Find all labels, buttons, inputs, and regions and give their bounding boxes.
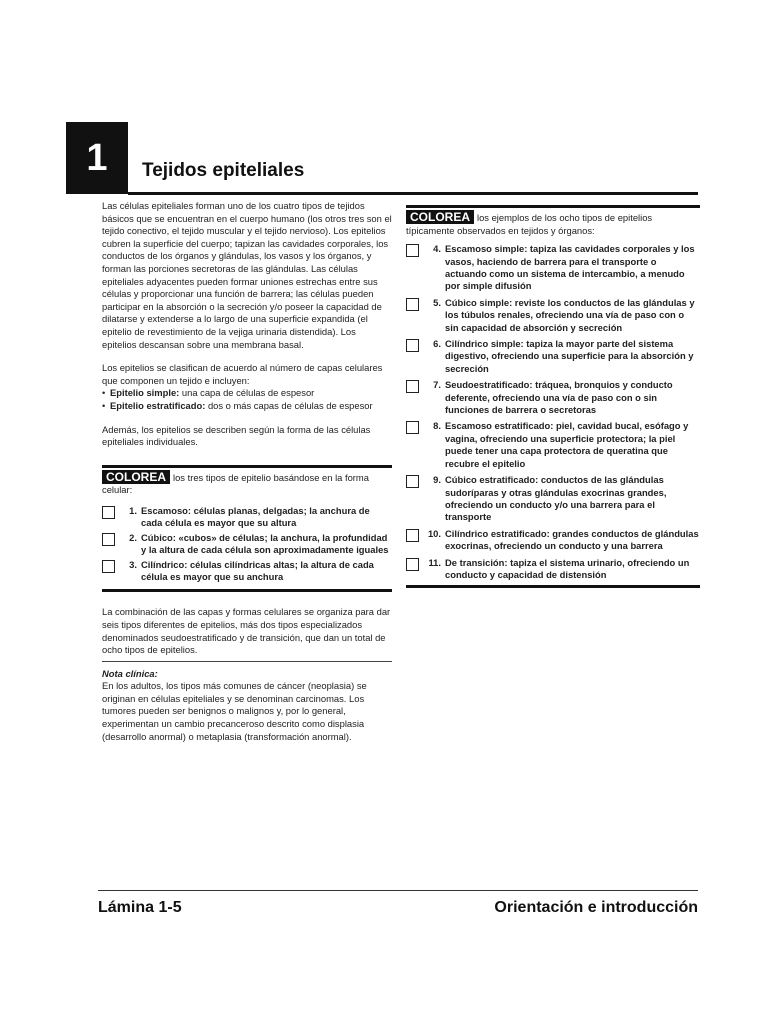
footer-rule xyxy=(98,890,698,891)
color-checkbox[interactable] xyxy=(102,506,115,519)
clinical-note-text: En los adultos, los tipos más comunes de cáncer (neoplasia) se originan en células epiteliales y se denominan carcinomas. Los tumores pueden ser benignos o malignos y, por lo general, experimentan un cambio precanceroso descrito como displasia (desarrollo anormal) o metaplasia (transformación anormal). xyxy=(102,680,367,742)
list-item: 8. Escamoso estratificado: piel, cavidad bucal, esófago y vagina, ofreciendo una superficie protectora; la piel puede tener una capa protectora de queratina que recubre el epitelio xyxy=(406,420,700,470)
section-rule xyxy=(406,205,700,208)
bullet-stratified: • Epitelio estratificado: dos o más capas de células de espesor xyxy=(102,400,392,413)
color-checkbox[interactable] xyxy=(406,244,419,257)
left-column xyxy=(102,200,392,743)
chapter-title: Tejidos epiteliales xyxy=(142,160,305,181)
color-checkbox[interactable] xyxy=(406,380,419,393)
list-item: 2. Cúbico: «cubos» de células; la anchura, la profundidad y la altura de cada célula son aproximadamente iguales xyxy=(102,532,392,557)
classify-paragraph: Los epitelios se clasifican de acuerdo al número de capas celulares que componen un tejido e incluyen: xyxy=(102,362,383,386)
colorea-tag: COLOREA xyxy=(406,210,474,224)
list-item: 9. Cúbico estratificado: conductos de las glándulas sudoríparas y otras glándulas exocrinas grandes, ofreciendo un conducto y/o una barrera para el transporte xyxy=(406,474,700,524)
shape-paragraph: Además, los epitelios se describen según la forma de las células epiteliales individuales. xyxy=(102,423,371,448)
color-checkbox[interactable] xyxy=(406,339,419,352)
list-item: 1. Escamoso: células planas, delgadas; la anchura de cada célula es mayor que su altura xyxy=(102,505,392,530)
intro-paragraph: Las células epiteliales forman uno de los cuatro tipos de tejidos básicos que se encuentran en el cuerpo humano (los otros tres son el tejido conectivo, el tejido muscular y el tejido nervioso). Los epitelios cubren la superficie del cuerpo; tapizan las cavidades corporales, los conductos de los órganos y glándulas, los vasos y los órganos, y forman las porciones secretoras de las glándulas. Las células epiteliales adyacentes pueden formar uniones estrechas entre sus células y proporcionar una función de barrera; las células pueden participar en la absorción o la secreción y/o poseer la capacidad de dilatarse y extenderse a lo largo de una superficie expandida (el epitelio de revestimiento de la vejiga urinaria distendida). Los epitelios descansan sobre una membrana basal. xyxy=(102,200,392,350)
clinical-note-title: Nota clínica: xyxy=(102,667,158,679)
colorea-tag: COLOREA xyxy=(102,470,170,484)
list-item: 11. De transición: tapiza el sistema urinario, ofreciendo un conducto y capacidad de distensión xyxy=(406,557,700,582)
color-checkbox[interactable] xyxy=(406,421,419,434)
color-checkbox[interactable] xyxy=(406,475,419,488)
header-rule xyxy=(128,192,698,195)
bullet-simple: • Epitelio simple: una capa de células de espesor xyxy=(102,387,392,400)
color-checkbox[interactable] xyxy=(102,533,115,546)
list-item: 7. Seudoestratificado: tráquea, bronquios y conducto deferente, ofreciendo una vía de paso con o sin funciones de barrera o secretoras xyxy=(406,379,700,416)
colorea-instruction-right: COLOREA los ejemplos de los ocho tipos de epitelios típicamente observados en tejidos y órganos: xyxy=(406,210,653,236)
note-rule xyxy=(102,661,392,662)
plate-number: Lámina 1-5 xyxy=(98,899,182,916)
color-checkbox[interactable] xyxy=(406,298,419,311)
right-column xyxy=(406,205,700,588)
color-checkbox[interactable] xyxy=(102,560,115,573)
list-item: 5. Cúbico simple: reviste los conductos de las glándulas y los túbulos renales, ofreciendo una vía de paso con o sin capacidad de absorción y secreción xyxy=(406,297,700,334)
section-rule xyxy=(102,589,392,592)
colorea-instruction-left: COLOREA los tres tipos de epitelio basándose en la forma celular: xyxy=(102,469,369,496)
layer-bullets xyxy=(102,387,392,412)
chapter-number: 1 xyxy=(66,122,128,194)
color-checkbox[interactable] xyxy=(406,558,419,571)
combination-paragraph: La combinación de las capas y formas celulares se organiza para dar seis tipos diferentes de epitelios, más dos tipos especializados denominados seudoestratificado y de transición, que dan un total de ocho tipos de epitelios. xyxy=(102,606,391,656)
list-item: 6. Cilíndrico simple: tapiza la mayor parte del sistema digestivo, ofreciendo una superficie para la absorción y secreción xyxy=(406,338,700,375)
list-item: 3. Cilíndrico: células cilíndricas altas; la altura de cada célula es mayor que su anchura xyxy=(102,559,392,584)
section-name: Orientación e introducción xyxy=(494,899,698,916)
section-rule xyxy=(102,465,392,468)
color-checkbox[interactable] xyxy=(406,529,419,542)
section-rule xyxy=(406,585,700,588)
list-item: 4. Escamoso simple: tapiza las cavidades corporales y los vasos, haciendo de barrera para el transporte o actuando como un sistema de intercambio, a menudo por simple difusión xyxy=(406,243,700,293)
list-item: 10. Cilíndrico estratificado: grandes conductos de glándulas exocrinas, ofreciendo un conducto y una barrera xyxy=(406,528,700,553)
